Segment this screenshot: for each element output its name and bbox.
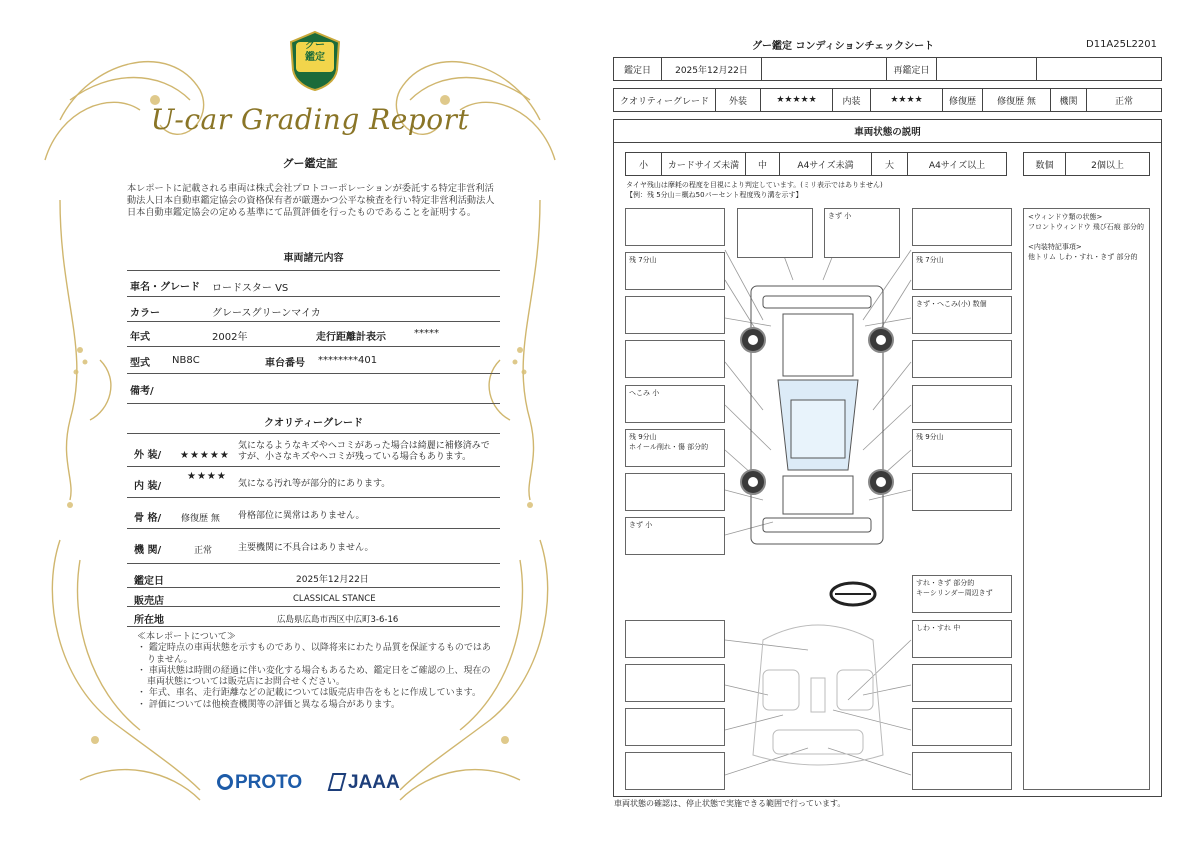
certificate-subtitle: グー鑑定証	[282, 157, 338, 170]
condition-box	[737, 208, 813, 258]
interior-heading: <内装特記事項>	[1028, 243, 1082, 251]
condition-box-right-door: きず・へこみ(小) 数個	[912, 296, 1012, 334]
condition-box-top-center: きず 小	[824, 208, 900, 258]
repair-label: 修復歴	[943, 89, 983, 111]
grade-row	[613, 88, 1162, 112]
model-value: NB8C	[172, 355, 200, 366]
condition-box	[625, 473, 725, 511]
count-legend	[1023, 152, 1150, 176]
exterior-stars: ★★★★★	[180, 450, 230, 461]
note-item: ・ 評価については他検査機関等の評価と異なる場合があります。	[137, 699, 400, 710]
frame-text: 骨格部位に異常はありません。	[238, 511, 365, 521]
condition-heading: 車両状態の説明	[613, 119, 1162, 143]
jaaa-logo	[330, 772, 400, 794]
engine-value: 正常	[1114, 96, 1133, 107]
condition-box	[625, 620, 725, 658]
tire-note: タイヤ残山は摩耗の程度を目視により判定しています。(ミリ表示ではありません)	[626, 181, 883, 189]
divider	[127, 270, 500, 271]
shop-value: CLASSICAL STANCE	[293, 594, 376, 604]
chassis-label: 車台番号	[265, 358, 305, 369]
steering-wheel-icon	[831, 583, 875, 605]
name-label: 車名・グレード	[130, 282, 200, 293]
proto-mark-icon	[217, 774, 233, 790]
condition-box-right-front-tire: 残 7分山	[912, 252, 1012, 290]
name-value: ロードスター VS	[212, 283, 289, 294]
tire-remaining: 残 9分山	[629, 433, 657, 441]
condition-box	[625, 296, 725, 334]
condition-box	[625, 708, 725, 746]
engine-value: 正常	[194, 546, 213, 556]
key-cylinder-scratch: キーシリンダー周辺きず	[916, 589, 993, 597]
spacer	[1028, 232, 1145, 242]
notes-heading: ≪本レポートについて≫	[137, 632, 236, 642]
mileage-label: 走行距離計表示	[316, 332, 386, 343]
condition-box-interior-top: しわ・すれ 中	[912, 620, 1012, 658]
interior-label: 内 装/	[134, 481, 162, 492]
year-label: 年式	[130, 332, 150, 343]
car-top-view	[751, 286, 883, 544]
mileage-value: *****	[414, 328, 439, 339]
grade-label: クオリティーグレード	[614, 89, 716, 111]
interior-stars: ★★★★	[187, 471, 227, 482]
divider	[127, 321, 500, 322]
int-stars: ★★★★	[871, 89, 943, 111]
sheet-code: D11A25L2201	[1086, 39, 1158, 50]
legend-small-desc: カードサイズ未満	[662, 153, 746, 175]
badge-text: グー 鑑定	[305, 40, 325, 63]
divider	[127, 296, 500, 297]
condition-box	[625, 752, 725, 790]
note-item: ・ 年式、車名、走行距離などの記載については販売店申告をもとに作成しています。	[137, 688, 481, 699]
re-date-label: 再鑑定日	[887, 58, 937, 80]
window-heading: <ウィンドウ類の状態>	[1028, 213, 1103, 221]
date-value: 2025年12月22日	[296, 575, 369, 585]
interior-text: 気になる汚れ等が部分的にあります。	[238, 479, 391, 489]
condition-box	[912, 664, 1012, 702]
proto-logo	[217, 772, 302, 794]
date-empty	[762, 58, 887, 80]
condition-box-left-rear-tire	[625, 429, 725, 467]
window-note: フロントウィンドウ 飛び石痕 部分的	[1028, 223, 1145, 231]
report-notes	[137, 632, 497, 711]
sheet-title: グー鑑定 コンディションチェックシート	[752, 41, 935, 52]
certificate-intro: 本レポートに記載される車両は株式会社プロトコーポレーションが委託する特定非営利活動法人日本自動車鑑定協会の資格保有者が厳選かつ公平な検査を行い特定非営利活動法人日本自動車鑑定協会の定める基準にて品質評価を行ったものであることを証明する。	[127, 183, 495, 219]
legend-mid: 中	[746, 153, 780, 175]
divider	[127, 433, 500, 434]
steering-wear: すれ・きず 部分的	[916, 579, 975, 587]
jaaa-mark-icon	[328, 773, 347, 791]
exterior-label: 外 装/	[134, 450, 162, 461]
remarks-label: 備考/	[130, 386, 154, 397]
divider	[127, 373, 500, 374]
note-item: ・ 鑑定時点の車両状態を示すものであり、以降将来にわたり品質を保証するものではありません。	[137, 643, 491, 665]
ext-stars: ★★★★★	[761, 89, 833, 111]
divider	[127, 466, 500, 467]
tire-example: 【例：残 5分山＝概ね50パーセント程度残り溝を示す】	[626, 191, 803, 199]
report-title: U-car Grading Report	[150, 103, 470, 136]
divider	[127, 403, 500, 404]
condition-box	[912, 752, 1012, 790]
address-value: 広島県広島市西区中広町3-6-16	[277, 615, 399, 625]
proto-logo-text: PROTO	[235, 772, 303, 793]
condition-box-right-rear-tire: 残 9分山	[912, 429, 1012, 467]
divider	[127, 626, 500, 627]
legend-count-desc: 2個以上	[1091, 160, 1124, 171]
model-label: 型式	[130, 358, 150, 369]
legend-large: 大	[872, 153, 908, 175]
legend-mid-desc: A4サイズ未満	[780, 153, 872, 175]
wheel-damage: ホイール削れ・傷 部分的	[629, 443, 709, 451]
condition-box	[625, 664, 725, 702]
condition-box	[912, 385, 1012, 423]
condition-box-steering	[912, 575, 1012, 613]
divider	[127, 346, 500, 347]
condition-box-left-dent: へこみ 小	[625, 385, 725, 423]
condition-box	[912, 708, 1012, 746]
re-date-empty	[1037, 58, 1161, 80]
re-date-value	[937, 58, 1037, 80]
legend-count: 数個	[1024, 153, 1066, 175]
engine-text: 主要機関に不具合はありません。	[238, 543, 374, 553]
date-row	[613, 57, 1162, 81]
frame-value: 修復歴 無	[181, 514, 220, 524]
chassis-value: ********401	[318, 355, 378, 366]
jaaa-logo-text: JAAA	[348, 772, 400, 793]
legend-large-desc: A4サイズ以上	[928, 160, 986, 171]
divider	[127, 528, 500, 529]
condition-box	[625, 340, 725, 378]
address-label: 所在地	[134, 615, 164, 626]
ext-label: 外装	[716, 89, 761, 111]
condition-box-left-front-tire: 残 7分山	[625, 252, 725, 290]
interior-note: 他トリム しわ・すれ・きず 部分的	[1028, 253, 1138, 261]
condition-box	[912, 208, 1012, 246]
year-value: 2002年	[212, 332, 248, 343]
legend-small: 小	[626, 153, 662, 175]
divider	[127, 587, 500, 588]
sheet-footer: 車両状態の確認は、停止状態で実施できる範囲で行っています。	[614, 799, 846, 808]
date-label: 鑑定日	[614, 58, 662, 80]
date-value: 2025年12月22日	[662, 58, 762, 80]
specs-heading: 車両諸元内容	[283, 253, 344, 264]
side-notes-panel	[1023, 208, 1150, 790]
repair-value: 修復歴 無	[983, 89, 1051, 111]
divider	[127, 606, 500, 607]
condition-box-left-rear: きず 小	[625, 517, 725, 555]
divider	[127, 497, 500, 498]
note-item: ・ 車両状態は時間の経過に伴い変化する場合もあるため、鑑定日をご確認の上、現在の車両状態については販売店にお問合せください。	[137, 665, 491, 688]
frame-label: 骨 格/	[134, 513, 162, 524]
color-value: グレースグリーンマイカ	[212, 308, 321, 319]
color-label: カラー	[130, 308, 160, 319]
date-label: 鑑定日	[134, 576, 164, 587]
size-legend	[625, 152, 1007, 176]
exterior-text: 気になるようなキズやヘコミがあった場合は綺麗に補修済みですが、小さなキズやヘコミが残っている場合もあります。	[238, 441, 490, 462]
engine-label: 機関	[1051, 89, 1087, 111]
shop-label: 販売店	[134, 596, 164, 607]
condition-box	[912, 473, 1012, 511]
condition-box	[625, 208, 725, 246]
condition-box	[912, 340, 1012, 378]
engine-label: 機 関/	[134, 545, 162, 556]
int-label: 内装	[833, 89, 871, 111]
divider	[127, 563, 500, 564]
quality-heading: クオリティーグレード	[264, 418, 363, 429]
